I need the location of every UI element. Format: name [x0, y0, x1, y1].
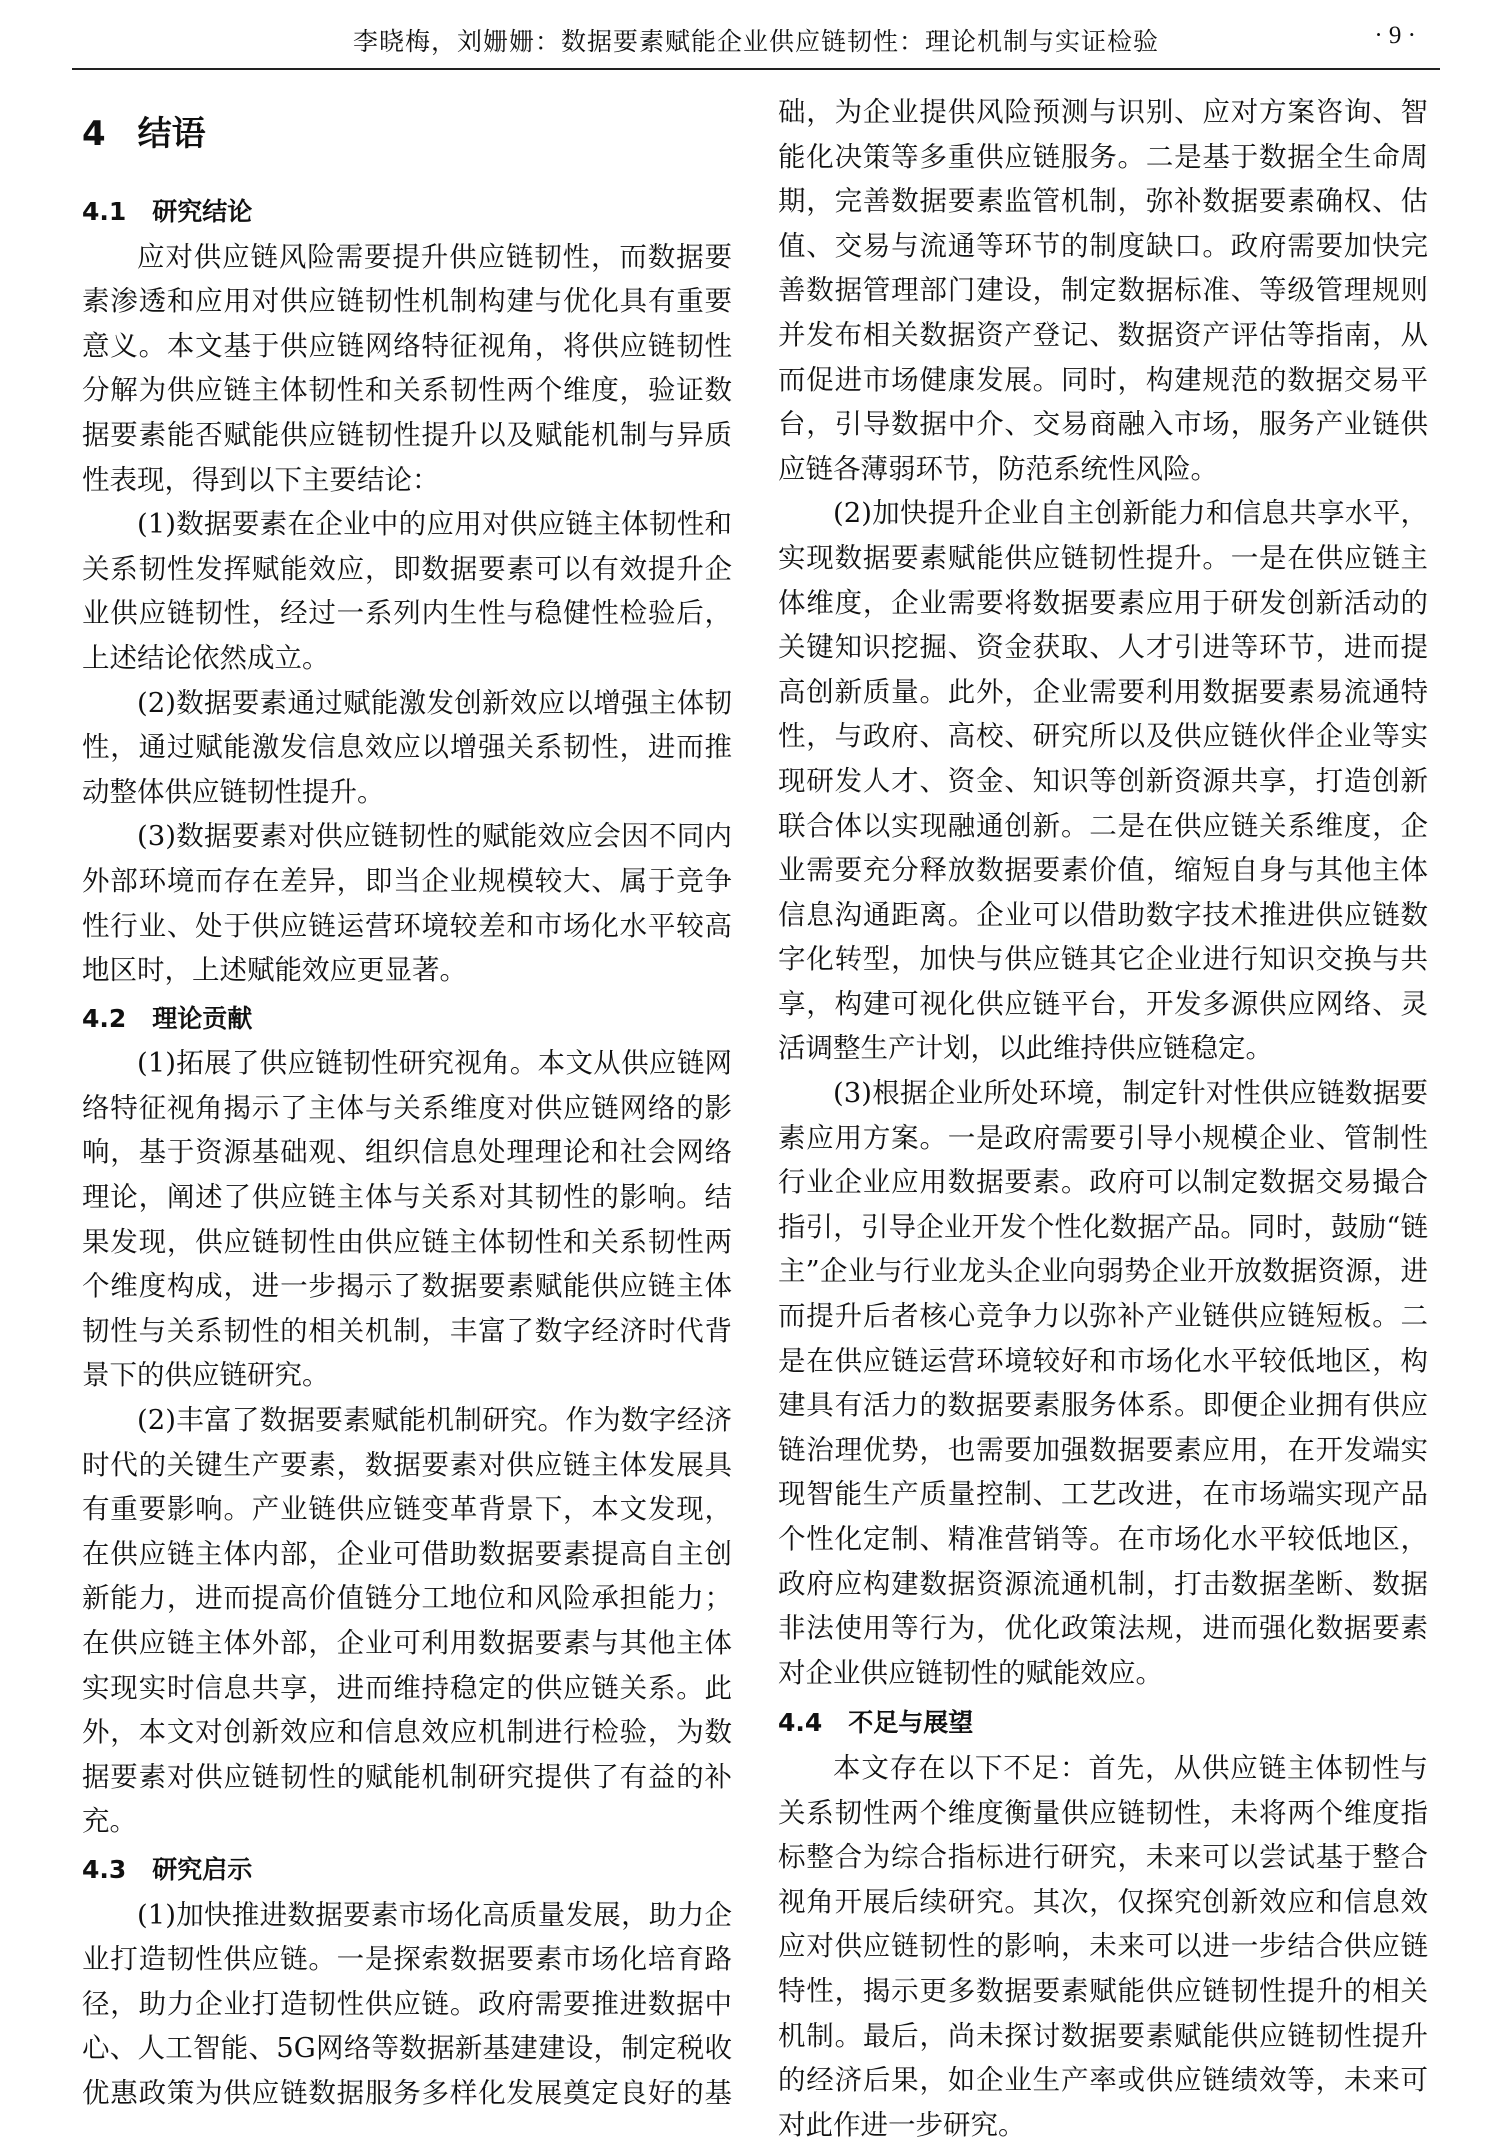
- subsection-title: 研究结论: [152, 197, 253, 226]
- subsection-heading-4-4: [778, 1701, 1428, 1746]
- paragraph: (1)数据要素在企业中的应用对供应链主体韧性和关系韧性发挥赋能效应，即数据要素可以有效提升企业供应链韧性，经过一系列内生性与稳健性检验后，上述结论依然成立。: [82, 508, 732, 674]
- paragraph: (3)根据企业所处环境，制定针对性供应链数据要素应用方案。一是政府需要引导小规模企业、管制性行业企业应用数据要素。政府可以制定数据交易撮合指引，引导企业开发个性化数据产品。同时，鼓励“链主”企业与行业龙头企业向弱势企业开放数据资源，进而提升后者核心竞争力以弥补产业链供应链短板。二是在供应链运营环境较好和市场化水平较低地区，构建具有活力的数据要素服务体系。即便企业拥有供应链治理优势，也需要加强数据要素应用，在开发端实现智能生产质量控制、工艺改进，在市场端实现产品个性化定制、精准营销等。在市场化水平较低地区，政府应构建数据资源流通机制，打击数据垄断、数据非法使用等行为，优化政策法规，进而强化数据要素对企业供应链韧性的赋能效应。: [778, 1077, 1428, 1689]
- subsection-title: 研究启示: [152, 1854, 253, 1884]
- paragraph: (2)丰富了数据要素赋能机制研究。作为数字经济时代的关键生产要素，数据要素对供应链主体发展具有重要影响。产业链供应链变革背景下，本文发现，在供应链主体内部，企业可借助数据要素提高自主创新能力，进而提高价值链分工地位和风险承担能力；在供应链主体外部，企业可利用数据要素与其他主体实现实时信息共享，进而维持稳定的供应链关系。此外，本文对创新效应和信息效应机制进行检验，为数据要素对供应链韧性的赋能机制研究提供了有益的补充。: [82, 1404, 732, 1838]
- paragraph: 本文存在以下不足：首先，从供应链主体韧性与关系韧性两个维度衡量供应链韧性，未将两个维度指标整合为综合指标进行研究，未来可以尝试基于整合视角开展后续研究。其次，仅探究创新效应和信息效应对供应链韧性的影响，未来可以进一步结合供应链特性，揭示更多数据要素赋能供应链韧性提升的相关机制。最后，尚未探讨数据要素赋能供应链韧性提升的经济后果，如企业生产率或供应链绩效等，未来可对此作进一步研究。: [778, 1751, 1428, 2141]
- paragraph: 应对供应链风险需要提升供应链韧性，而数据要素渗透和应用对供应链韧性机制构建与优化具有重要意义。本文基于供应链网络特征视角，将供应链韧性分解为供应链主体韧性和关系韧性两个维度，验证数据要素能否赋能供应链韧性提升以及赋能机制与异质性表现，得到以下主要结论：: [82, 240, 732, 496]
- page-number: · 9 ·: [1374, 22, 1416, 49]
- left-column: [82, 90, 732, 2116]
- subsection-number: 4.3: [82, 1854, 127, 1884]
- subsection-number: 4.4: [778, 1708, 823, 1738]
- paragraph-continued: 础，为企业提供风险预测与识别、应对方案咨询、智能化决策等多重供应链服务。二是基于数据全生命周期，完善数据要素监管机制，弥补数据要素确权、估值、交易与流通等环节的制度缺口。政府需要加快完善数据管理部门建设，制定数据标准、等级管理规则并发布相关数据资产登记、数据资产评估等指南，从而促进市场健康发展。同时，构建规范的数据交易平台，引导数据中介、交易商融入市场，服务产业链供应链各薄弱环节，防范系统性风险。: [778, 96, 1428, 485]
- subsection-heading-4-3: [82, 1848, 732, 1893]
- running-header: [72, 16, 1440, 62]
- right-column: [778, 90, 1428, 2147]
- running-header-title: 李晓梅，刘姗姗：数据要素赋能企业供应链韧性：理论机制与实证检验: [352, 27, 1159, 56]
- paragraph: (3)数据要素对供应链韧性的赋能效应会因不同内外部环境而存在差异，即当企业规模较大、属于竞争性行业、处于供应链运营环境较差和市场化水平较高地区时，上述赋能效应更显著。: [82, 820, 732, 987]
- paragraph: (1)加快推进数据要素市场化高质量发展，助力企业打造韧性供应链。一是探索数据要素市场化培育路径，助力企业打造韧性供应链。政府需要推进数据中心、人工智能、5G网络等数据新基建建设，制定税收优惠政策为供应链数据服务多样化发展奠定良好的基: [82, 1898, 732, 2109]
- subsection-heading-4-2: [82, 997, 732, 1042]
- paragraph: (2)数据要素通过赋能激发创新效应以增强主体韧性，通过赋能激发信息效应以增强关系韧性，进而推动整体供应链韧性提升。: [82, 686, 732, 808]
- subsection-title: 不足与展望: [848, 1708, 974, 1738]
- subsection-title: 理论贡献: [152, 1003, 253, 1033]
- subsection-number: 4.2: [82, 1003, 127, 1033]
- section-number: 4: [82, 114, 106, 154]
- header-rule: [72, 68, 1440, 70]
- section-title: 结语: [137, 114, 206, 154]
- section-heading: [82, 110, 732, 158]
- paragraph: (1)拓展了供应链韧性研究视角。本文从供应链网络特征视角揭示了主体与关系维度对供应链网络的影响，基于资源基础观、组织信息处理理论和社会网络理论，阐述了供应链主体与关系对其韧性的影响。结果发现，供应链韧性由供应链主体韧性和关系韧性两个维度构成，进一步揭示了数据要素赋能供应链主体韧性与关系韧性的相关机制，丰富了数字经济时代背景下的供应链研究。: [82, 1047, 732, 1392]
- subsection-heading-4-1: [82, 190, 732, 235]
- subsection-number: 4.1: [82, 197, 127, 226]
- paragraph: (2)加快提升企业自主创新能力和信息共享水平，实现数据要素赋能供应链韧性提升。一是在供应链主体维度，企业需要将数据要素应用于研发创新活动的关键知识挖掘、资金获取、人才引进等环节，进而提高创新质量。此外，企业需要利用数据要素易流通特性，与政府、高校、研究所以及供应链伙伴企业等实现研发人才、资金、知识等创新资源共享，打造创新联合体以实现融通创新。二是在供应链关系维度，企业需要充分释放数据要素价值，缩短自身与其他主体信息沟通距离。企业可以借助数字技术推进供应链数字化转型，加快与供应链其它企业进行知识交换与共享，构建可视化供应链平台，开发多源供应网络、灵活调整生产计划，以此维持供应链稳定。: [778, 497, 1428, 1065]
